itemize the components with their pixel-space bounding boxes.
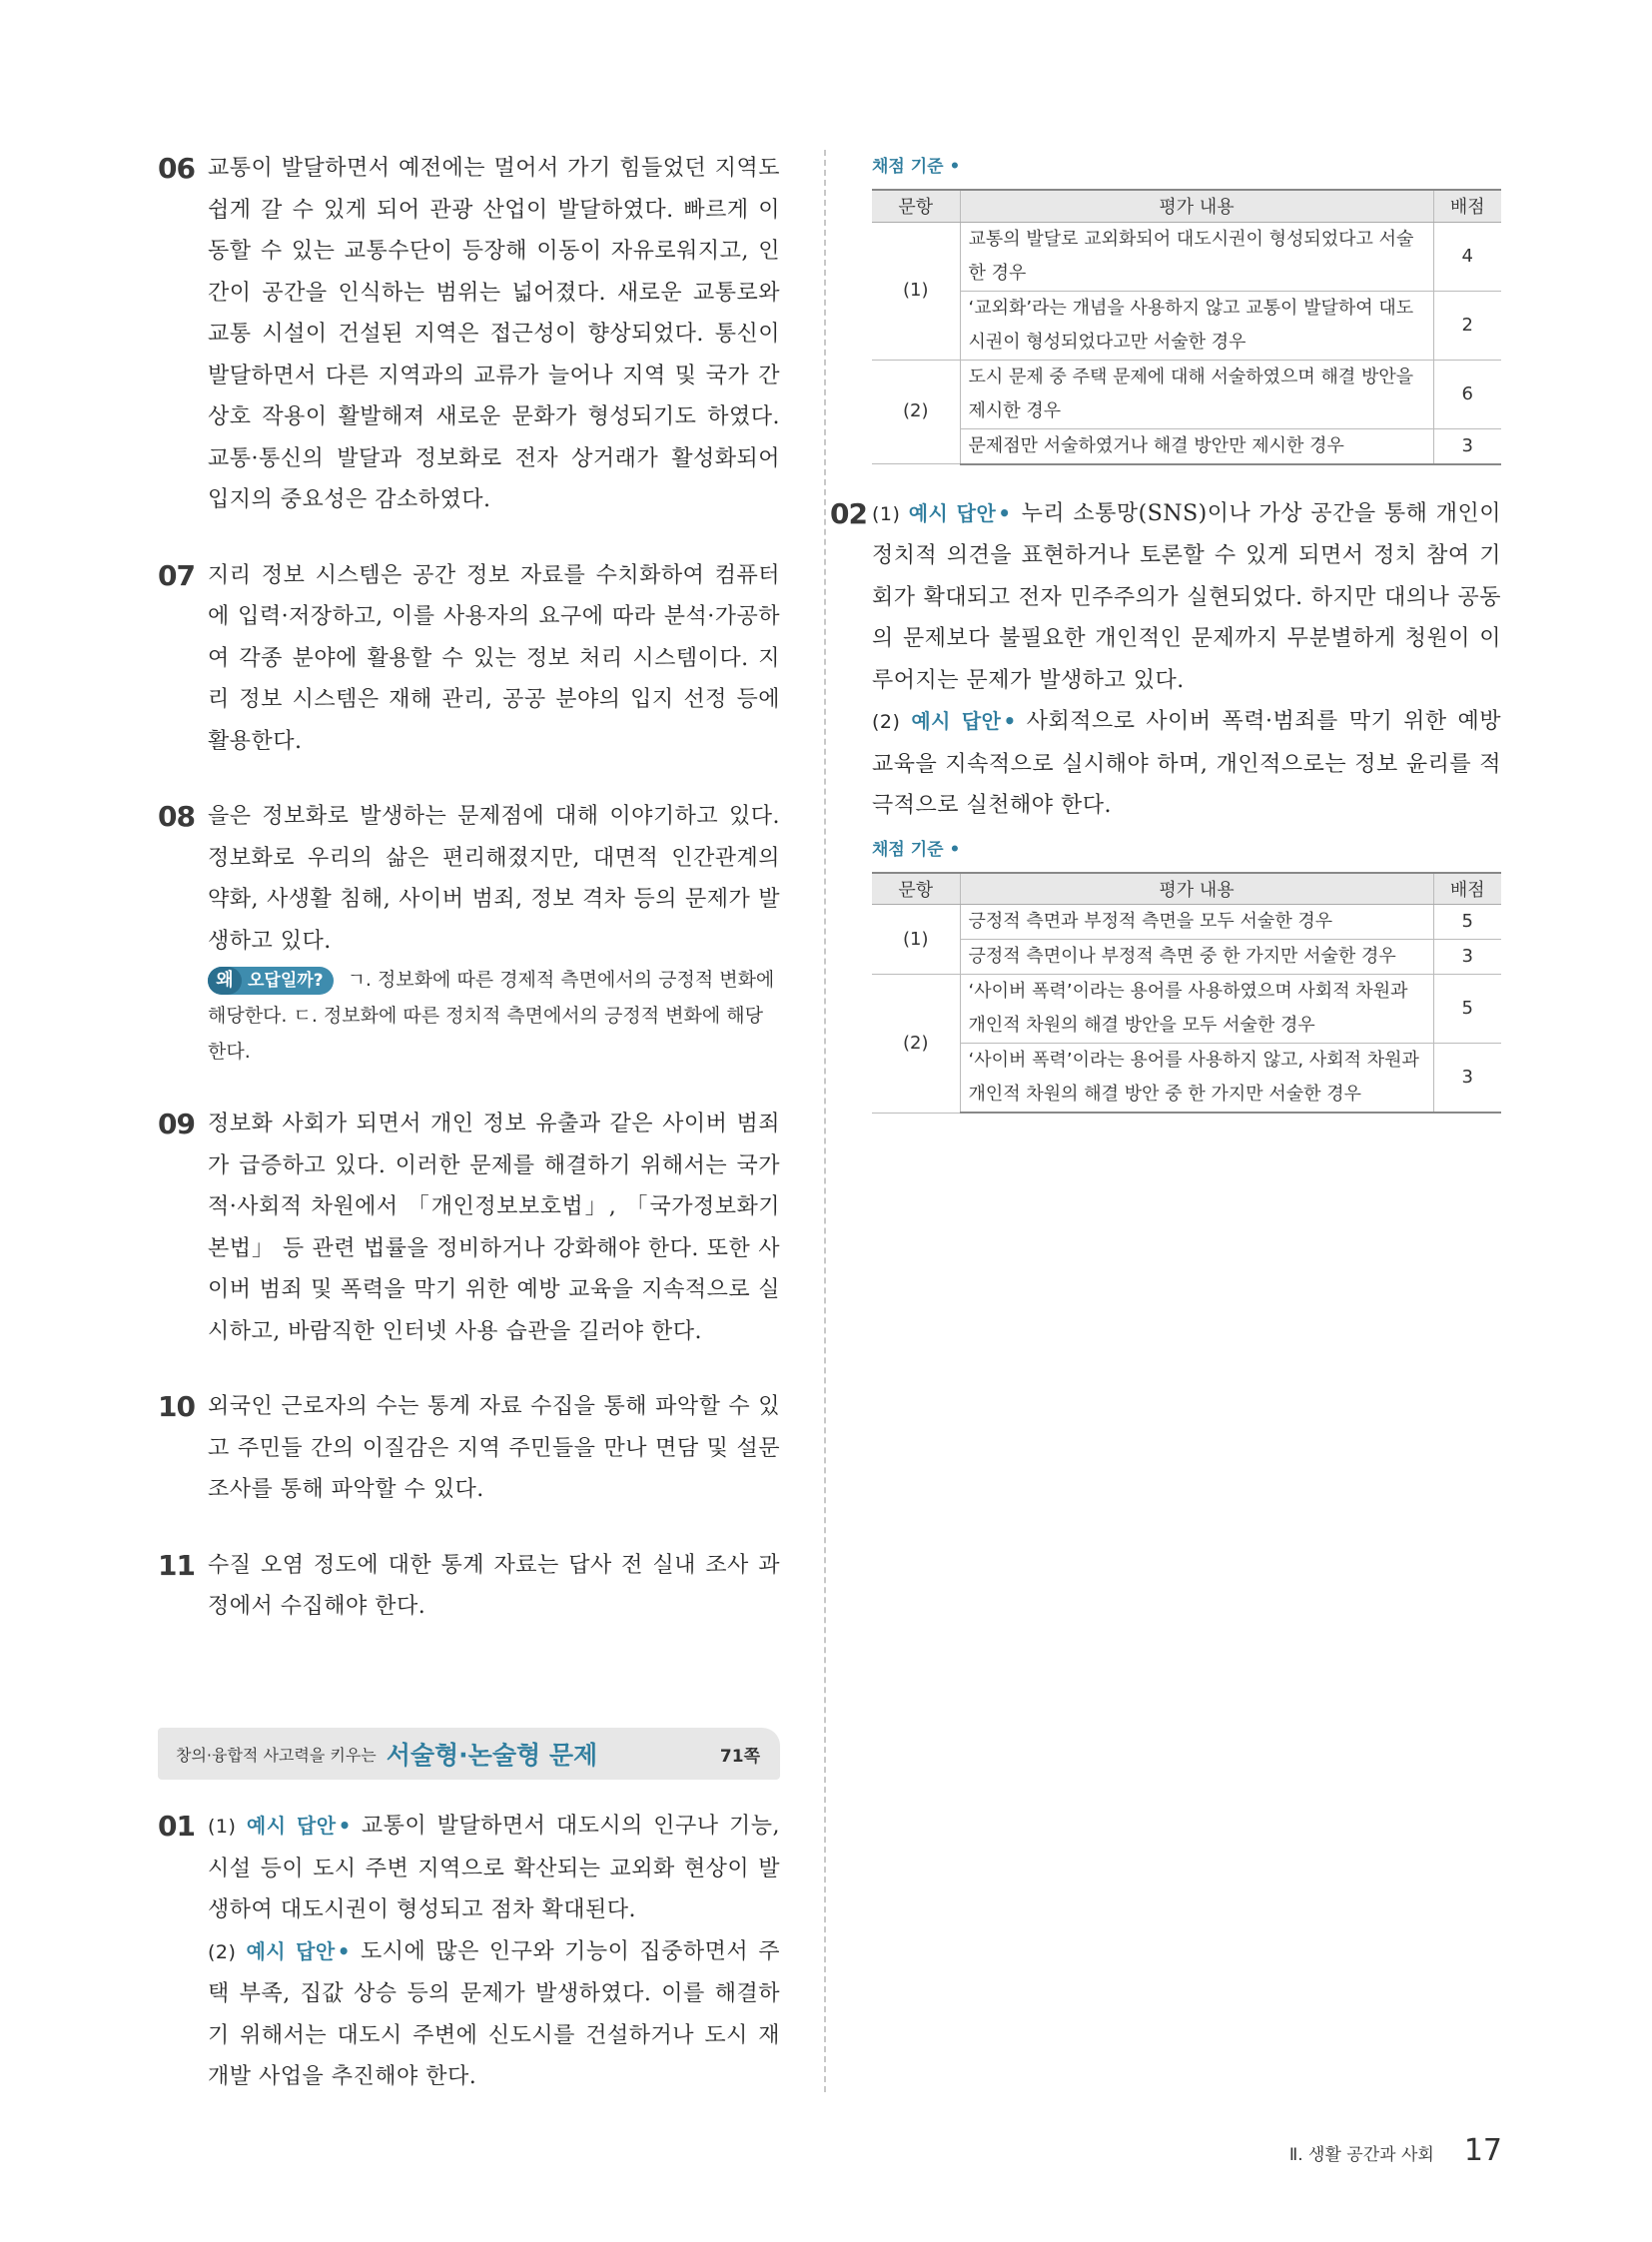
answer-11 — [158, 1545, 780, 1628]
example-answer-tag: 예시 답안 • — [908, 500, 1012, 525]
question-cell: (2) — [872, 975, 960, 1114]
content-cell: 긍정적 측면이나 부정적 측면 중 한 가지만 서술한 경우 — [960, 940, 1433, 975]
page-number: 17 — [1463, 2133, 1502, 2168]
content-cell: ‘교외화’라는 개념을 사용하지 않고 교통이 발달하여 대도시권이 형성되었다고만 서술한 경우 — [960, 291, 1433, 360]
answer-text: 정보화 사회가 되면서 개인 정보 유출과 같은 사이버 범죄가 급증하고 있다. 이러한 문제를 해결하기 위해서는 국가적·사회적 차원에서 「개인정보보호법」, 「국가정보화기본법」 등 관련 법률을 정비하거나 강화해야 한다. 또한 사이버 범죄 및 폭력을 막기 위한 예방 교육을 지속적으로 실시하고, 바람직한 인터넷 사용 습관을 길러야 한다. — [208, 1112, 780, 1344]
answer-text: 교통이 발달하면서 대도시의 인구나 기능, 시설 등이 도시 주변 지역으로 확산되는 교외화 현상이 발생하여 대도시권이 형성되고 점차 확대된다. — [208, 1814, 781, 1922]
table-row — [872, 975, 1501, 1044]
banner-page-ref: 71쪽 — [719, 1746, 760, 1767]
answer-07 — [158, 555, 780, 763]
score-cell: 4 — [1433, 222, 1501, 291]
header-question: 문항 — [872, 873, 960, 905]
table-row — [872, 222, 1501, 291]
answer-text: 교통이 발달하면서 예전에는 멀어서 가기 힘들었던 지역도 쉽게 갈 수 있게 되어 관광 산업이 발달하였다. 빠르게 이동할 수 있는 교통수단이 등장해 이동이 자유로워지고, 인간이 공간을 인식하는 범위는 넓어졌다. 새로운 교통로와 교통 시설이 건설된 지역은 접근성이 향상되었다. 통신이 발달하면서 다른 지역과의 교류가 늘어나 지역 및 국가 간 상호 작용이 활발해져 새로운 문화가 형성되기도 하였다. 교통·통신의 발달과 정보화로 전자 상거래가 활성화되어 입지의 중요성은 감소하였다. — [208, 156, 780, 512]
example-answer-tag: 예시 답안 • — [246, 1938, 352, 1963]
header-score: 배점 — [1433, 873, 1501, 905]
content-cell: 문제점만 서술하였거나 해결 방안만 제시한 경우 — [960, 428, 1433, 464]
essay-answer-02 — [830, 493, 1501, 827]
table-row — [872, 940, 1501, 975]
part-label: (2) — [208, 1940, 237, 1963]
why-wrong-note — [208, 962, 780, 1070]
answer-number: 06 — [158, 152, 195, 185]
answer-09 — [158, 1104, 780, 1352]
section-banner — [158, 1728, 780, 1780]
answer-number: 10 — [158, 1390, 195, 1423]
example-answer-tag: 예시 답안 • — [246, 1814, 352, 1838]
table-row — [872, 360, 1501, 428]
content-cell: ‘사이버 폭력’이라는 용어를 사용하지 않고, 사회적 차원과 개인적 차원의 해결 방안 중 한 가지만 서술한 경우 — [960, 1044, 1433, 1114]
answer-part-1 — [872, 493, 1501, 702]
answer-text: 외국인 근로자의 수는 통계 자료 수집을 통해 파악할 수 있고 주민들 간의 이질감은 지역 주민들을 만나 면담 및 설문 조사를 통해 파악할 수 있다. — [208, 1394, 780, 1502]
question-cell: (1) — [872, 222, 960, 360]
answer-10 — [158, 1386, 780, 1511]
banner-prefix: 창의·융합적 사고력을 키우는 — [176, 1745, 377, 1765]
score-cell: 5 — [1433, 975, 1501, 1044]
part-label: (2) — [872, 711, 901, 733]
answer-number: 02 — [830, 496, 867, 530]
header-content: 평가 내용 — [960, 190, 1433, 222]
content-cell: 도시 문제 중 주택 문제에 대해 서술하였으며 해결 방안을 제시한 경우 — [960, 360, 1433, 428]
answer-part-2 — [872, 701, 1501, 827]
scoring-table-01 — [872, 189, 1501, 465]
scoring-table-02 — [872, 872, 1501, 1115]
answer-number: 09 — [158, 1108, 195, 1140]
table-header-row — [872, 190, 1501, 222]
answer-text: 누리 소통망(SNS)이나 가상 공간을 통해 개인이 정치적 의견을 표현하거나 토론할 수 있게 되면서 정치 참여 기회가 확대되고 전자 민주주의가 실현되었다. 하지만 대의나 공동의 문제보다 불필요한 개인적인 문제까지 무분별하게 청원이 이루어지는 문제가 발생하고 있다. — [872, 500, 1501, 693]
why-badge-char: 왜 — [208, 967, 242, 995]
essay-answer-01 — [158, 1806, 780, 2098]
chapter-title: Ⅱ. 생활 공간과 사회 — [1288, 2145, 1434, 2165]
right-column — [830, 152, 1501, 1141]
answer-number: 07 — [158, 558, 195, 592]
table-row — [872, 428, 1501, 464]
answer-number: 08 — [158, 800, 195, 833]
question-cell: (2) — [872, 360, 960, 464]
answer-number: 01 — [158, 1810, 195, 1843]
score-cell: 3 — [1433, 940, 1501, 975]
part-label: (1) — [872, 502, 901, 525]
answer-06 — [158, 148, 780, 521]
header-question: 문항 — [872, 190, 960, 222]
score-cell: 3 — [1433, 428, 1501, 464]
table-header-row — [872, 873, 1501, 905]
part-label: (1) — [208, 1816, 237, 1838]
answer-number: 11 — [158, 1548, 195, 1582]
answer-text: 지리 정보 시스템은 공간 정보 자료를 수치화하여 컴퓨터에 입력·저장하고, 이를 사용자의 요구에 따라 분석·가공하여 각종 분야에 활용할 수 있는 정보 처리 시스템이다. 지리 정보 시스템은 재해 관리, 공공 분야의 입지 선정 등에 활용한다. — [208, 562, 780, 754]
why-wrong-badge — [208, 967, 334, 995]
answer-text: 사회적으로 사이버 폭력·범죄를 막기 위한 예방 교육을 지속적으로 실시해야 하며, 개인적으로는 정보 윤리를 적극적으로 실천해야 한다. — [872, 709, 1501, 818]
answer-text: 수질 오염 정도에 대한 통계 자료는 답사 전 실내 조사 과정에서 수집해야 한다. — [208, 1552, 780, 1619]
page-footer — [1289, 2133, 1502, 2168]
content-cell: ‘사이버 폭력’이라는 용어를 사용하였으며 사회적 차원과 개인적 차원의 해결 방안을 모두 서술한 경우 — [960, 975, 1433, 1044]
header-content: 평가 내용 — [960, 873, 1433, 905]
content-cell: 긍정적 측면과 부정적 측면을 모두 서술한 경우 — [960, 905, 1433, 940]
score-cell: 3 — [1433, 1044, 1501, 1114]
why-badge-text: 오답일까? — [248, 970, 324, 991]
question-cell: (1) — [872, 905, 960, 975]
table-row — [872, 1044, 1501, 1114]
answer-part-1 — [208, 1806, 780, 1931]
answer-part-2 — [208, 1931, 780, 2098]
score-cell: 5 — [1433, 905, 1501, 940]
content-cell: 교통의 발달로 교외화되어 대도시권이 형성되었다고 서술한 경우 — [960, 222, 1433, 291]
table-row — [872, 291, 1501, 360]
left-column — [158, 148, 780, 1668]
table-row — [872, 905, 1501, 940]
column-divider — [824, 150, 826, 2092]
scoring-criteria-label: 채점 기준 • — [872, 839, 961, 860]
example-answer-tag: 예시 답안 • — [911, 709, 1017, 733]
score-cell: 2 — [1433, 291, 1501, 360]
answer-08 — [158, 796, 780, 1070]
banner-title: 서술형·논술형 문제 — [386, 1741, 598, 1770]
answer-text: 도시에 많은 인구와 기능이 집중하면서 주택 부족, 집값 상승 등의 문제가 발생하였다. 이를 해결하기 위해서는 대도시 주변에 신도시를 건설하거나 도시 재개발 사업을 추진해야 한다. — [208, 1938, 780, 2089]
scoring-criteria-label: 채점 기준 • — [872, 157, 961, 177]
score-cell: 6 — [1433, 360, 1501, 428]
why-wrong-text: ㄱ. 정보화에 따른 경제적 측면에서의 긍정적 변화에 해당한다. ㄷ. 정보화에 따른 정치적 측면에서의 긍정적 변화에 해당한다. — [208, 969, 775, 1063]
header-score: 배점 — [1433, 190, 1501, 222]
answer-text: 을은 정보화로 발생하는 문제점에 대해 이야기하고 있다. 정보화로 우리의 삶은 편리해졌지만, 대면적 인간관계의 약화, 사생활 침해, 사이버 범죄, 정보 격차 등의 문제가 발생하고 있다. — [208, 804, 780, 954]
